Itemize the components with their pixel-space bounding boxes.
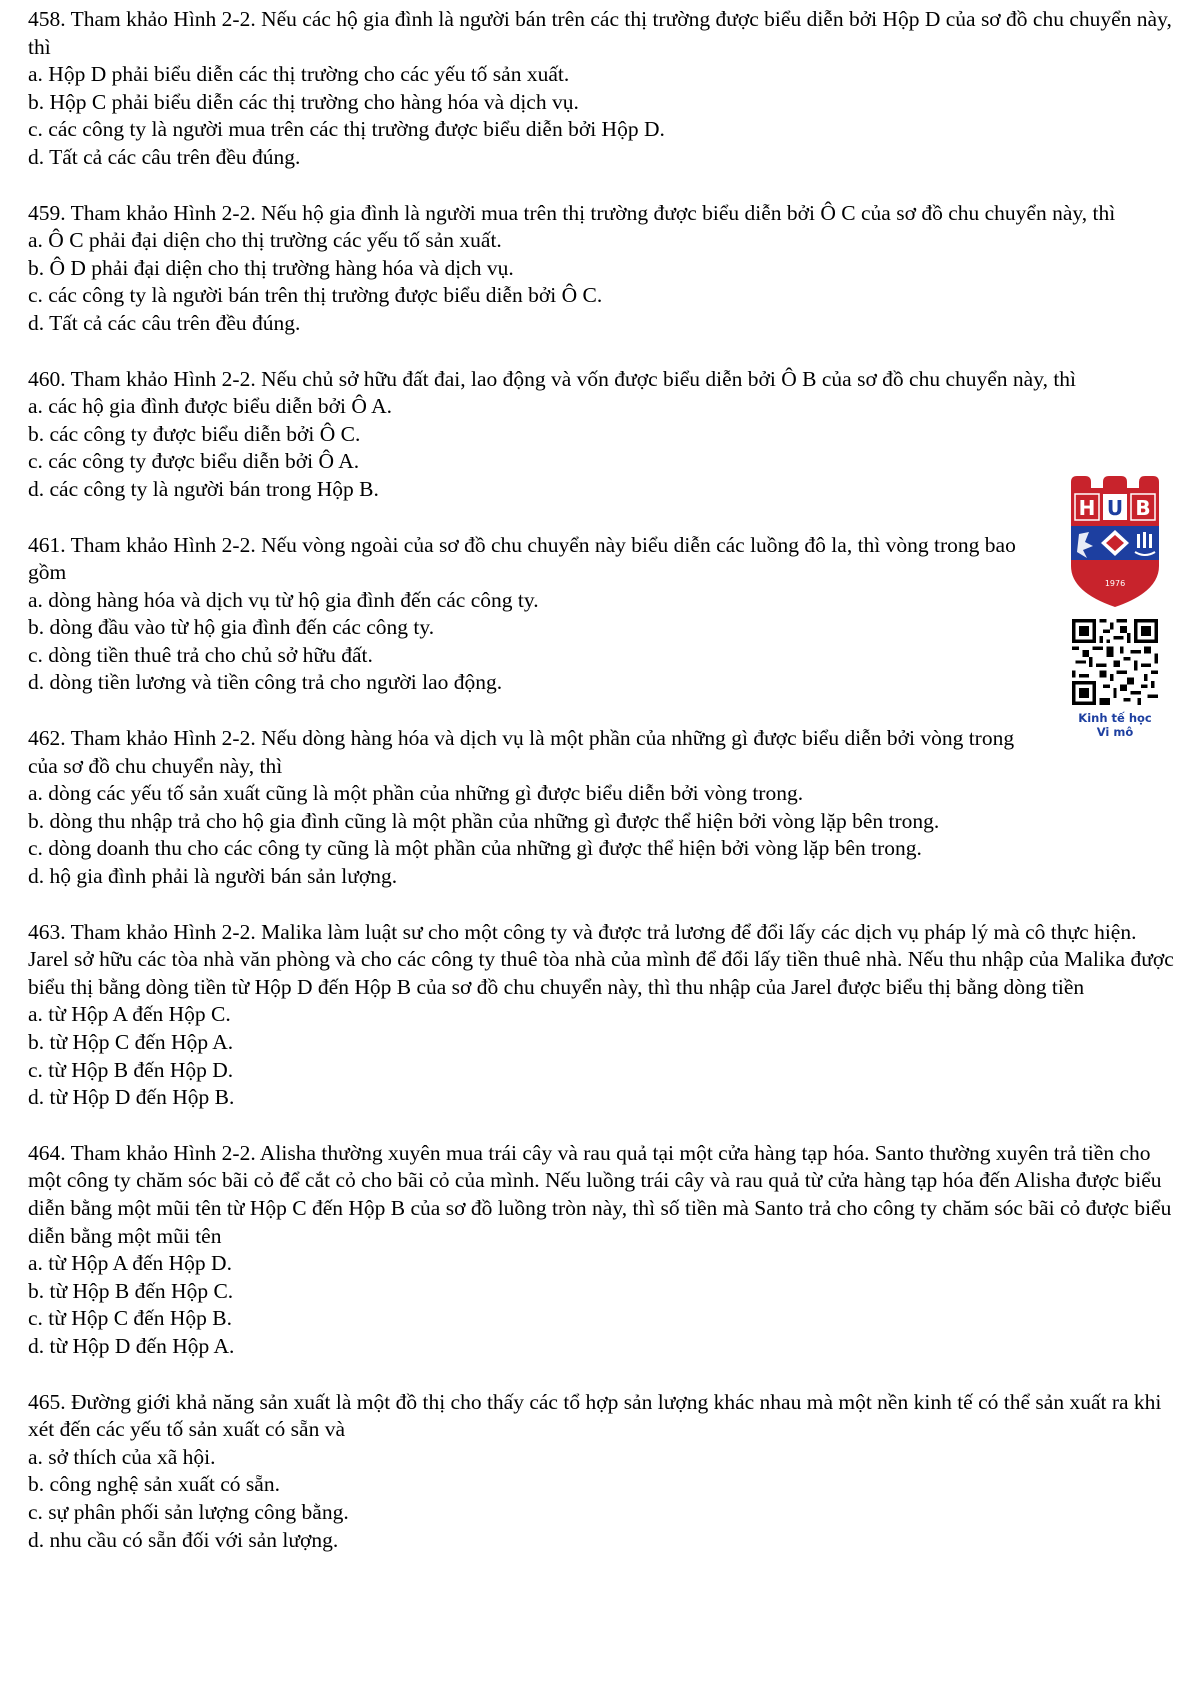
option-b: b. Ô D phải đại diện cho thị trường hàng hóa và dịch vụ. xyxy=(28,255,514,280)
question-text: 461. Tham khảo Hình 2-2. Nếu vòng ngoài của sơ đồ chu chuyển này biểu diễn các luồng đô la, thì vòng trong bao gồm xyxy=(28,532,1016,585)
option-c: c. các công ty được biểu diễn bởi Ô A. xyxy=(28,449,360,474)
option-c: c. các công ty là người bán trên thị trường được biểu diễn bởi Ô C. xyxy=(28,283,603,308)
option-d: d. nhu cầu có sẵn đối với sản lượng. xyxy=(28,1527,339,1552)
option-d: d. dòng tiền lương và tiền công trả cho người lao động. xyxy=(28,670,503,695)
question-text: 459. Tham khảo Hình 2-2. Nếu hộ gia đình là người mua trên thị trường được biểu diễn bởi Ô C của sơ đồ chu chuyển này, thì xyxy=(28,200,1116,225)
question-text: 464. Tham khảo Hình 2-2. Alisha thường xuyên mua trái cây và rau quả tại một cửa hàng tạp hóa. Santo thường xuyên trả tiền cho một công ty chăm sóc bãi cỏ để cắt cỏ cho bãi cỏ của mình. Nếu luồng trái cây và rau quả từ cửa hàng tạp hóa đến Alisha được biểu diễn bằng một mũi tên từ Hộp C đến Hộp B của sơ đồ luồng tròn này, thì số tiền mà Santo trả cho công ty chăm sóc bãi cỏ được biểu diễn bằng một mũi tên xyxy=(28,1140,1172,1248)
option-b: b. các công ty được biểu diễn bởi Ô C. xyxy=(28,421,361,446)
option-a: a. sở thích của xã hội. xyxy=(28,1444,216,1469)
logo-letter-u: U xyxy=(1106,496,1124,520)
option-a: a. Ô C phải đại diện cho thị trường các yếu tố sản xuất. xyxy=(28,228,502,253)
hub-shield-icon xyxy=(1067,474,1163,609)
option-c: c. dòng doanh thu cho các công ty cũng là một phần của những gì được thể hiện bởi vòng lặp bên trong. xyxy=(28,836,922,861)
option-a: a. từ Hộp A đến Hộp C. xyxy=(28,1002,231,1027)
option-a: a. Hộp D phải biểu diễn các thị trường cho các yếu tố sản xuất. xyxy=(28,62,570,87)
question-text: 460. Tham khảo Hình 2-2. Nếu chủ sở hữu đất đai, lao động và vốn được biểu diễn bởi Ô B của sơ đồ chu chuyển này, thì xyxy=(28,366,1077,391)
question-text: 458. Tham khảo Hình 2-2. Nếu các hộ gia đình là người bán trên các thị trường được biểu diễn bởi Hộp D của sơ đồ chu chuyển này, thì xyxy=(28,7,1172,59)
option-b: b. công nghệ sản xuất có sẵn. xyxy=(28,1472,280,1497)
option-a: a. các hộ gia đình được biểu diễn bởi Ô A. xyxy=(28,394,392,419)
option-b: b. từ Hộp B đến Hộp C. xyxy=(28,1278,234,1303)
question-465 xyxy=(28,1389,1178,1555)
option-c: c. từ Hộp B đến Hộp D. xyxy=(28,1057,234,1082)
question-459 xyxy=(28,200,1178,338)
option-a: a. từ Hộp A đến Hộp D. xyxy=(28,1251,232,1276)
qr-code-icon xyxy=(1072,619,1158,705)
logo-letter-h: H xyxy=(1078,496,1096,520)
question-463 xyxy=(28,919,1178,1112)
option-c: c. dòng tiền thuê trả cho chủ sở hữu đất. xyxy=(28,642,373,667)
option-b: b. từ Hộp C đến Hộp A. xyxy=(28,1030,234,1054)
logo-letter-b: B xyxy=(1135,496,1151,520)
option-d: d. Tất cả các câu trên đều đúng. xyxy=(28,144,301,169)
question-460 xyxy=(28,366,1178,504)
question-text: 465. Đường giới khả năng sản xuất là một đồ thị cho thấy các tổ hợp sản lượng khác nhau mà một nền kinh tế có thể sản xuất ra khi xét đến các yếu tố sản xuất có sẵn và xyxy=(28,1389,1162,1442)
option-b: b. Hộp C phải biểu diễn các thị trường cho hàng hóa và dịch vụ. xyxy=(28,89,579,114)
option-d: d. hộ gia đình phải là người bán sản lượng. xyxy=(28,864,398,889)
option-b: b. dòng đầu vào từ hộ gia đình đến các công ty. xyxy=(28,615,435,640)
option-c: c. sự phân phối sản lượng công bằng. xyxy=(28,1499,349,1524)
option-a: a. dòng các yếu tố sản xuất cũng là một phần của những gì được biểu diễn bởi vòng trong. xyxy=(28,781,804,806)
question-461 xyxy=(28,532,1178,698)
option-a: a. dòng hàng hóa và dịch vụ từ hộ gia đình đến các công ty. xyxy=(28,587,539,612)
logo-caption-line2: Vi mô xyxy=(1096,725,1134,739)
option-d: d. các công ty là người bán trong Hộp B. xyxy=(28,476,379,501)
logo-year: 1976 xyxy=(1104,579,1126,588)
hub-logo xyxy=(1060,474,1170,754)
option-b: b. dòng thu nhập trả cho hộ gia đình cũng là một phần của những gì được thể hiện bởi vòng lặp bên trong. xyxy=(28,808,940,833)
option-d: d. từ Hộp D đến Hộp B. xyxy=(28,1085,235,1110)
logo-caption-line1: Kinh tế học xyxy=(1078,711,1152,725)
option-c: c. từ Hộp C đến Hộp B. xyxy=(28,1306,232,1331)
question-464 xyxy=(28,1140,1178,1361)
option-c: c. các công ty là người mua trên các thị trường được biểu diễn bởi Hộp D. xyxy=(28,117,665,142)
question-text: 462. Tham khảo Hình 2-2. Nếu dòng hàng hóa và dịch vụ là một phần của những gì được biểu diễn bởi vòng trong của sơ đồ chu chuyển này, thì xyxy=(28,726,1015,778)
document-page xyxy=(28,6,1178,1582)
option-d: d. từ Hộp D đến Hộp A. xyxy=(28,1333,235,1358)
question-458 xyxy=(28,6,1178,172)
question-text: 463. Tham khảo Hình 2-2. Malika làm luật sư cho một công ty và được trả lương để đổi lấy các dịch vụ pháp lý mà cô thực hiện. Jarel sở hữu các tòa nhà văn phòng và cho các công ty thuê tòa nhà của mình để đổi lấy tiền thuê nhà. Nếu thu nhập của Malika được biểu thị bằng dòng tiền từ Hộp D đến Hộp B của sơ đồ chu chuyển này, thì thu nhập của Jarel được biểu thị bằng dòng tiền xyxy=(28,919,1174,999)
option-d: d. Tất cả các câu trên đều đúng. xyxy=(28,310,301,335)
question-462 xyxy=(28,725,1178,891)
